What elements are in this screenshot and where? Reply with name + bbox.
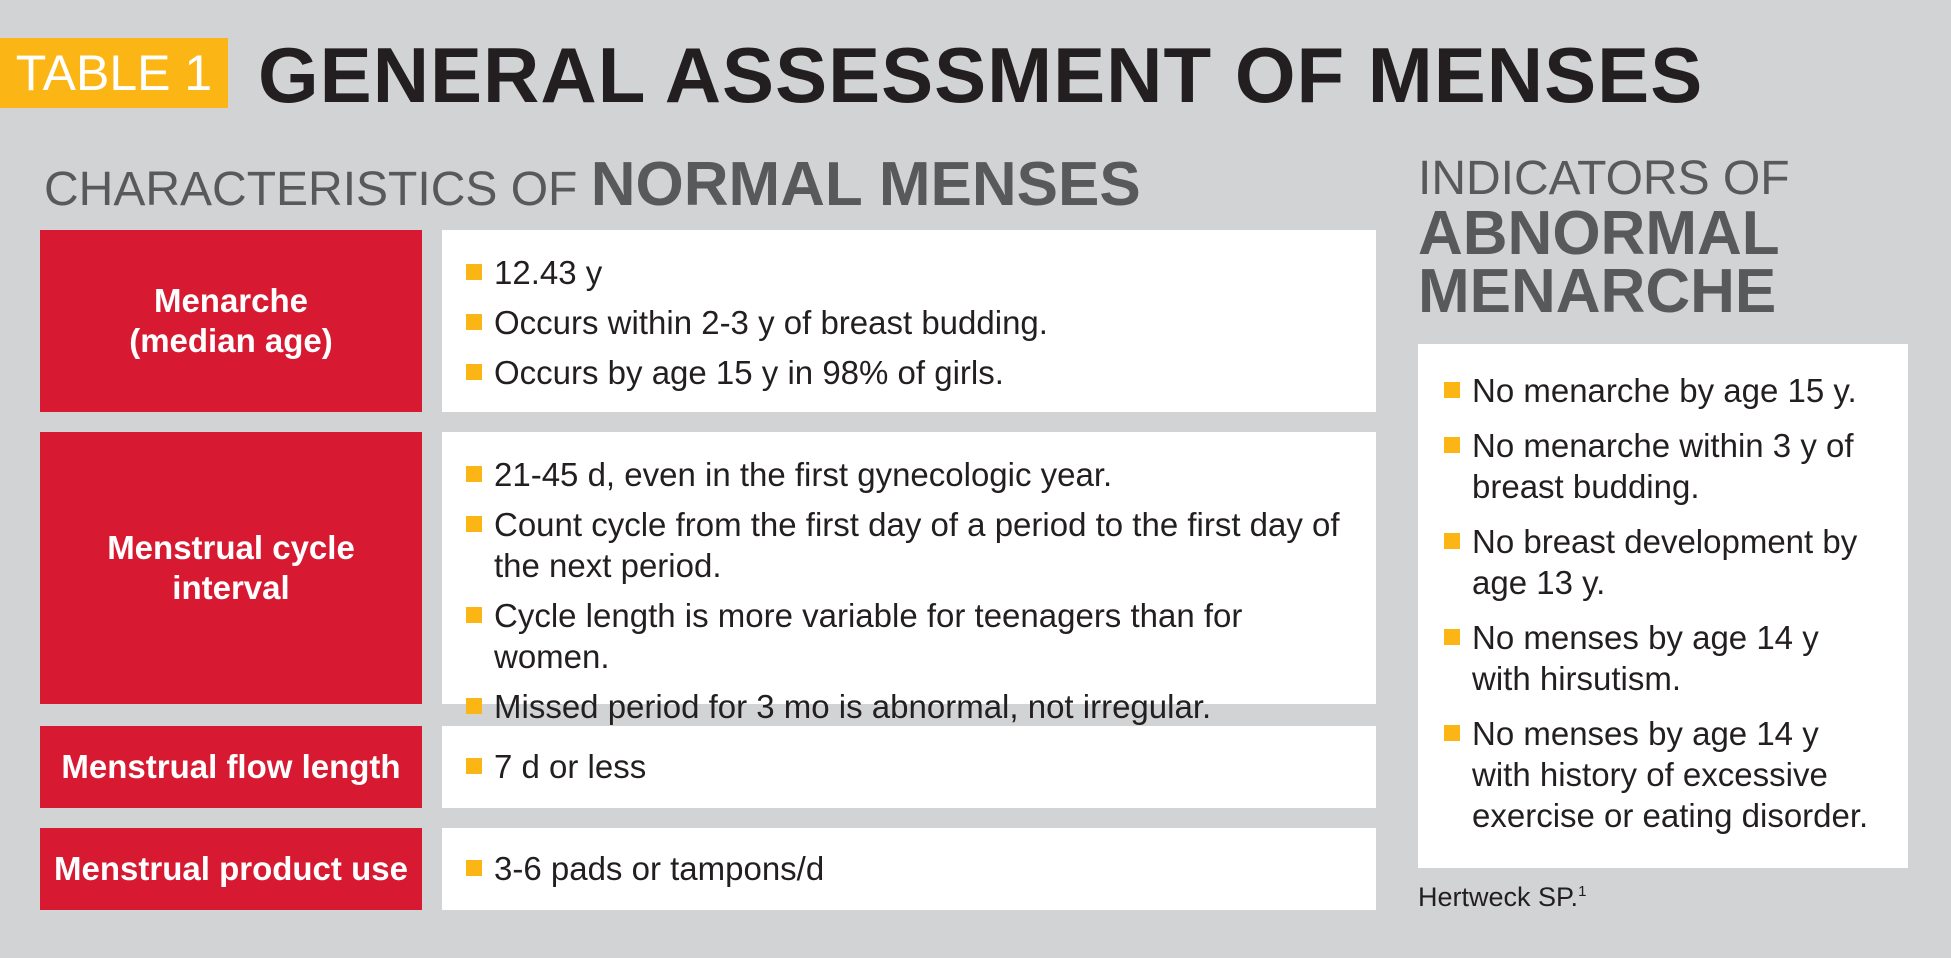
list-item: Cycle length is more variable for teenagers than for women. xyxy=(466,595,1352,677)
table-row-product-use xyxy=(40,828,1376,910)
row-label: Menarche (median age) xyxy=(40,230,422,412)
table-row-cycle-interval xyxy=(40,432,1376,725)
row-label: Menstrual flow length xyxy=(40,726,422,808)
abnormal-heading-bold-line2: MENARCHE xyxy=(1418,257,1777,326)
list-item: Occurs within 2-3 y of breast budding. xyxy=(466,302,1352,343)
bullet-square-icon xyxy=(466,466,482,482)
bullet-square-icon xyxy=(1444,382,1460,398)
bullet-square-icon xyxy=(466,698,482,714)
abnormal-menarche-heading xyxy=(1418,152,1918,326)
page-title: GENERAL ASSESSMENT OF MENSES xyxy=(258,31,1704,119)
list-item: Occurs by age 15 y in 98% of girls. xyxy=(466,352,1352,393)
list-item: 3-6 pads or tampons/d xyxy=(466,848,1352,889)
bullet-square-icon xyxy=(466,516,482,532)
row-content xyxy=(442,828,1376,910)
table-row-menarche xyxy=(40,230,1376,412)
normal-menses-heading-bold: NORMAL MENSES xyxy=(590,150,1141,219)
table-badge: TABLE 1 xyxy=(0,38,228,108)
bullet-square-icon xyxy=(1444,725,1460,741)
bullet-square-icon xyxy=(466,607,482,623)
row-label: Menstrual cycle interval xyxy=(40,432,422,704)
bullet-square-icon xyxy=(466,860,482,876)
row-content xyxy=(442,726,1376,808)
list-item: No menses by age 14 y with hirsutism. xyxy=(1444,617,1882,699)
row-content xyxy=(442,432,1376,725)
list-item: No menarche by age 15 y. xyxy=(1444,370,1882,411)
list-item: No menarche within 3 y of breast budding. xyxy=(1444,425,1882,507)
citation-ref: 1 xyxy=(1578,883,1587,900)
row-content xyxy=(442,230,1376,412)
citation xyxy=(1418,882,1586,913)
abnormal-heading-prefix: INDICATORS OF xyxy=(1418,152,1790,205)
list-item: No menses by age 14 y with history of excessive exercise or eating disorder. xyxy=(1444,713,1882,836)
abnormal-indicators-box xyxy=(1418,344,1908,868)
abnormal-heading-bold-line1: ABNORMAL xyxy=(1418,199,1780,268)
list-item: 7 d or less xyxy=(466,746,1352,787)
bullet-square-icon xyxy=(1444,437,1460,453)
list-item: Missed period for 3 mo is abnormal, not irregular. xyxy=(466,686,1352,727)
table-row-flow-length xyxy=(40,726,1376,808)
list-item: 21-45 d, even in the first gynecologic year. xyxy=(466,454,1352,495)
bullet-square-icon xyxy=(466,314,482,330)
list-item: Count cycle from the first day of a period to the first day of the next period. xyxy=(466,504,1352,586)
bullet-square-icon xyxy=(1444,533,1460,549)
list-item: 12.43 y xyxy=(466,252,1352,293)
list-item: No breast development by age 13 y. xyxy=(1444,521,1882,603)
citation-text: Hertweck SP. xyxy=(1418,882,1579,912)
bullet-square-icon xyxy=(466,364,482,380)
bullet-square-icon xyxy=(1444,629,1460,645)
bullet-square-icon xyxy=(466,264,482,280)
normal-menses-heading xyxy=(44,150,1141,220)
bullet-square-icon xyxy=(466,758,482,774)
row-label: Menstrual product use xyxy=(40,828,422,910)
normal-menses-heading-prefix: CHARACTERISTICS OF xyxy=(44,163,591,216)
